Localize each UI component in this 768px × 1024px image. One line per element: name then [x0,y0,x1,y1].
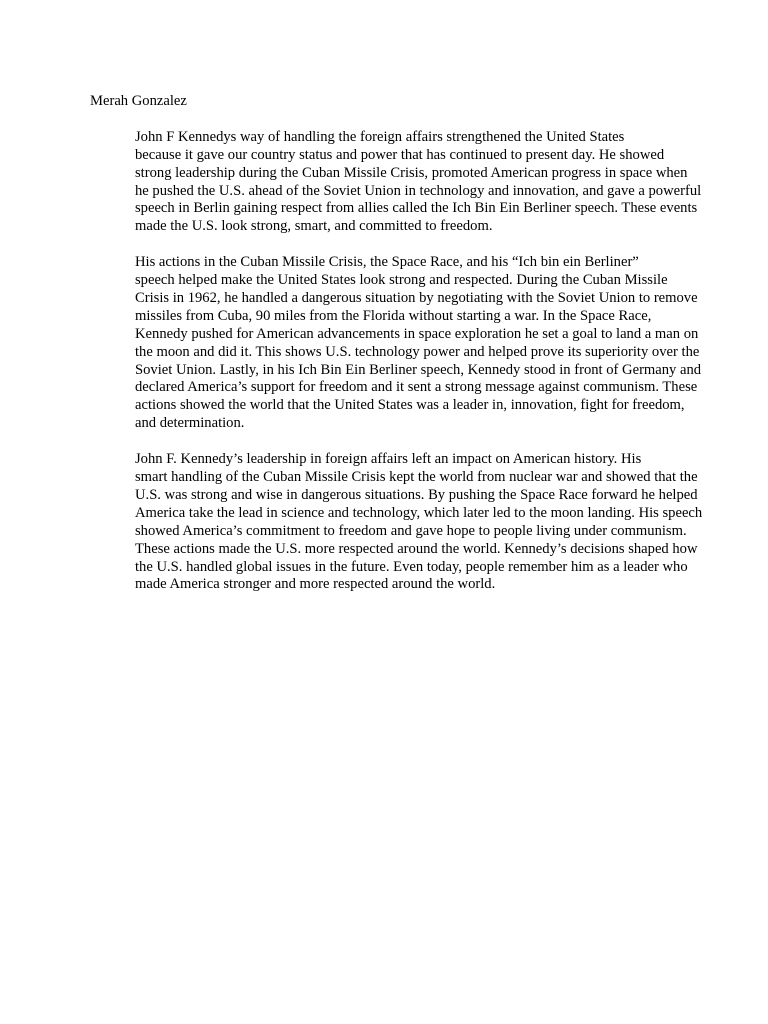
text-line: These actions made the U.S. more respected around the world. Kennedy’s decisions shaped how [135,540,698,557]
text-line: John F. Kennedy’s leadership in foreign affairs left an impact on American history. His [135,451,642,468]
paragraph-1 [90,128,702,236]
document-body [90,93,703,612]
text-line: he pushed the U.S. ahead of the Soviet Union in technology and innovation, and gave a powerful [135,182,702,199]
text-line: Crisis in 1962, he handled a dangerous situation by negotiating with the Soviet Union to remove [135,289,698,306]
paragraph-2 [90,254,702,433]
text-line: speech in Berlin gaining respect from allies called the Ich Bin Ein Berliner speech. These events [135,200,698,217]
text-line: missiles from Cuba, 90 miles from the Florida without starting a war. In the Space Race, [135,307,652,324]
text-line: smart handling of the Cuban Missile Crisis kept the world from nuclear war and showed that the [135,468,698,485]
text-line: made the U.S. look strong, smart, and committed to freedom. [135,218,493,235]
text-line: America take the lead in science and technology, which later led to the moon landing. His speech [135,504,703,521]
text-line: because it gave our country status and power that has continued to present day. He showed [135,146,665,163]
text-line: U.S. was strong and wise in dangerous situations. By pushing the Space Race forward he helped [135,486,698,503]
author-name: Merah Gonzalez [90,93,187,109]
text-line: strong leadership during the Cuban Missile Crisis, promoted American progress in space when [135,164,688,181]
text-line: the U.S. handled global issues in the future. Even today, people remember him as a leader who [135,558,688,575]
text-line: Soviet Union. Lastly, in his Ich Bin Ein Berliner speech, Kennedy stood in front of Germany and [135,361,702,378]
text-line: made America stronger and more respected around the world. [135,576,496,593]
text-line: showed America’s commitment to freedom and gave hope to people living under communism. [135,522,687,539]
text-line: speech helped make the United States look strong and respected. During the Cuban Missile [135,272,668,289]
paragraph-3 [90,451,703,594]
text-line: Kennedy pushed for American advancements in space exploration he set a goal to land a man on [135,325,699,342]
text-line: and determination. [135,415,245,432]
text-line: actions showed the world that the United States was a leader in, innovation, fight for freedom, [135,397,685,414]
text-line: the moon and did it. This shows U.S. technology power and helped prove its superiority over the [135,343,700,360]
text-line: John F Kennedys way of handling the foreign affairs strengthened the United States [135,128,625,145]
text-line: declared America’s support for freedom and it sent a strong message against communism. These [135,379,698,396]
text-line: His actions in the Cuban Missile Crisis, the Space Race, and his “Ich bin ein Berliner” [135,254,639,271]
